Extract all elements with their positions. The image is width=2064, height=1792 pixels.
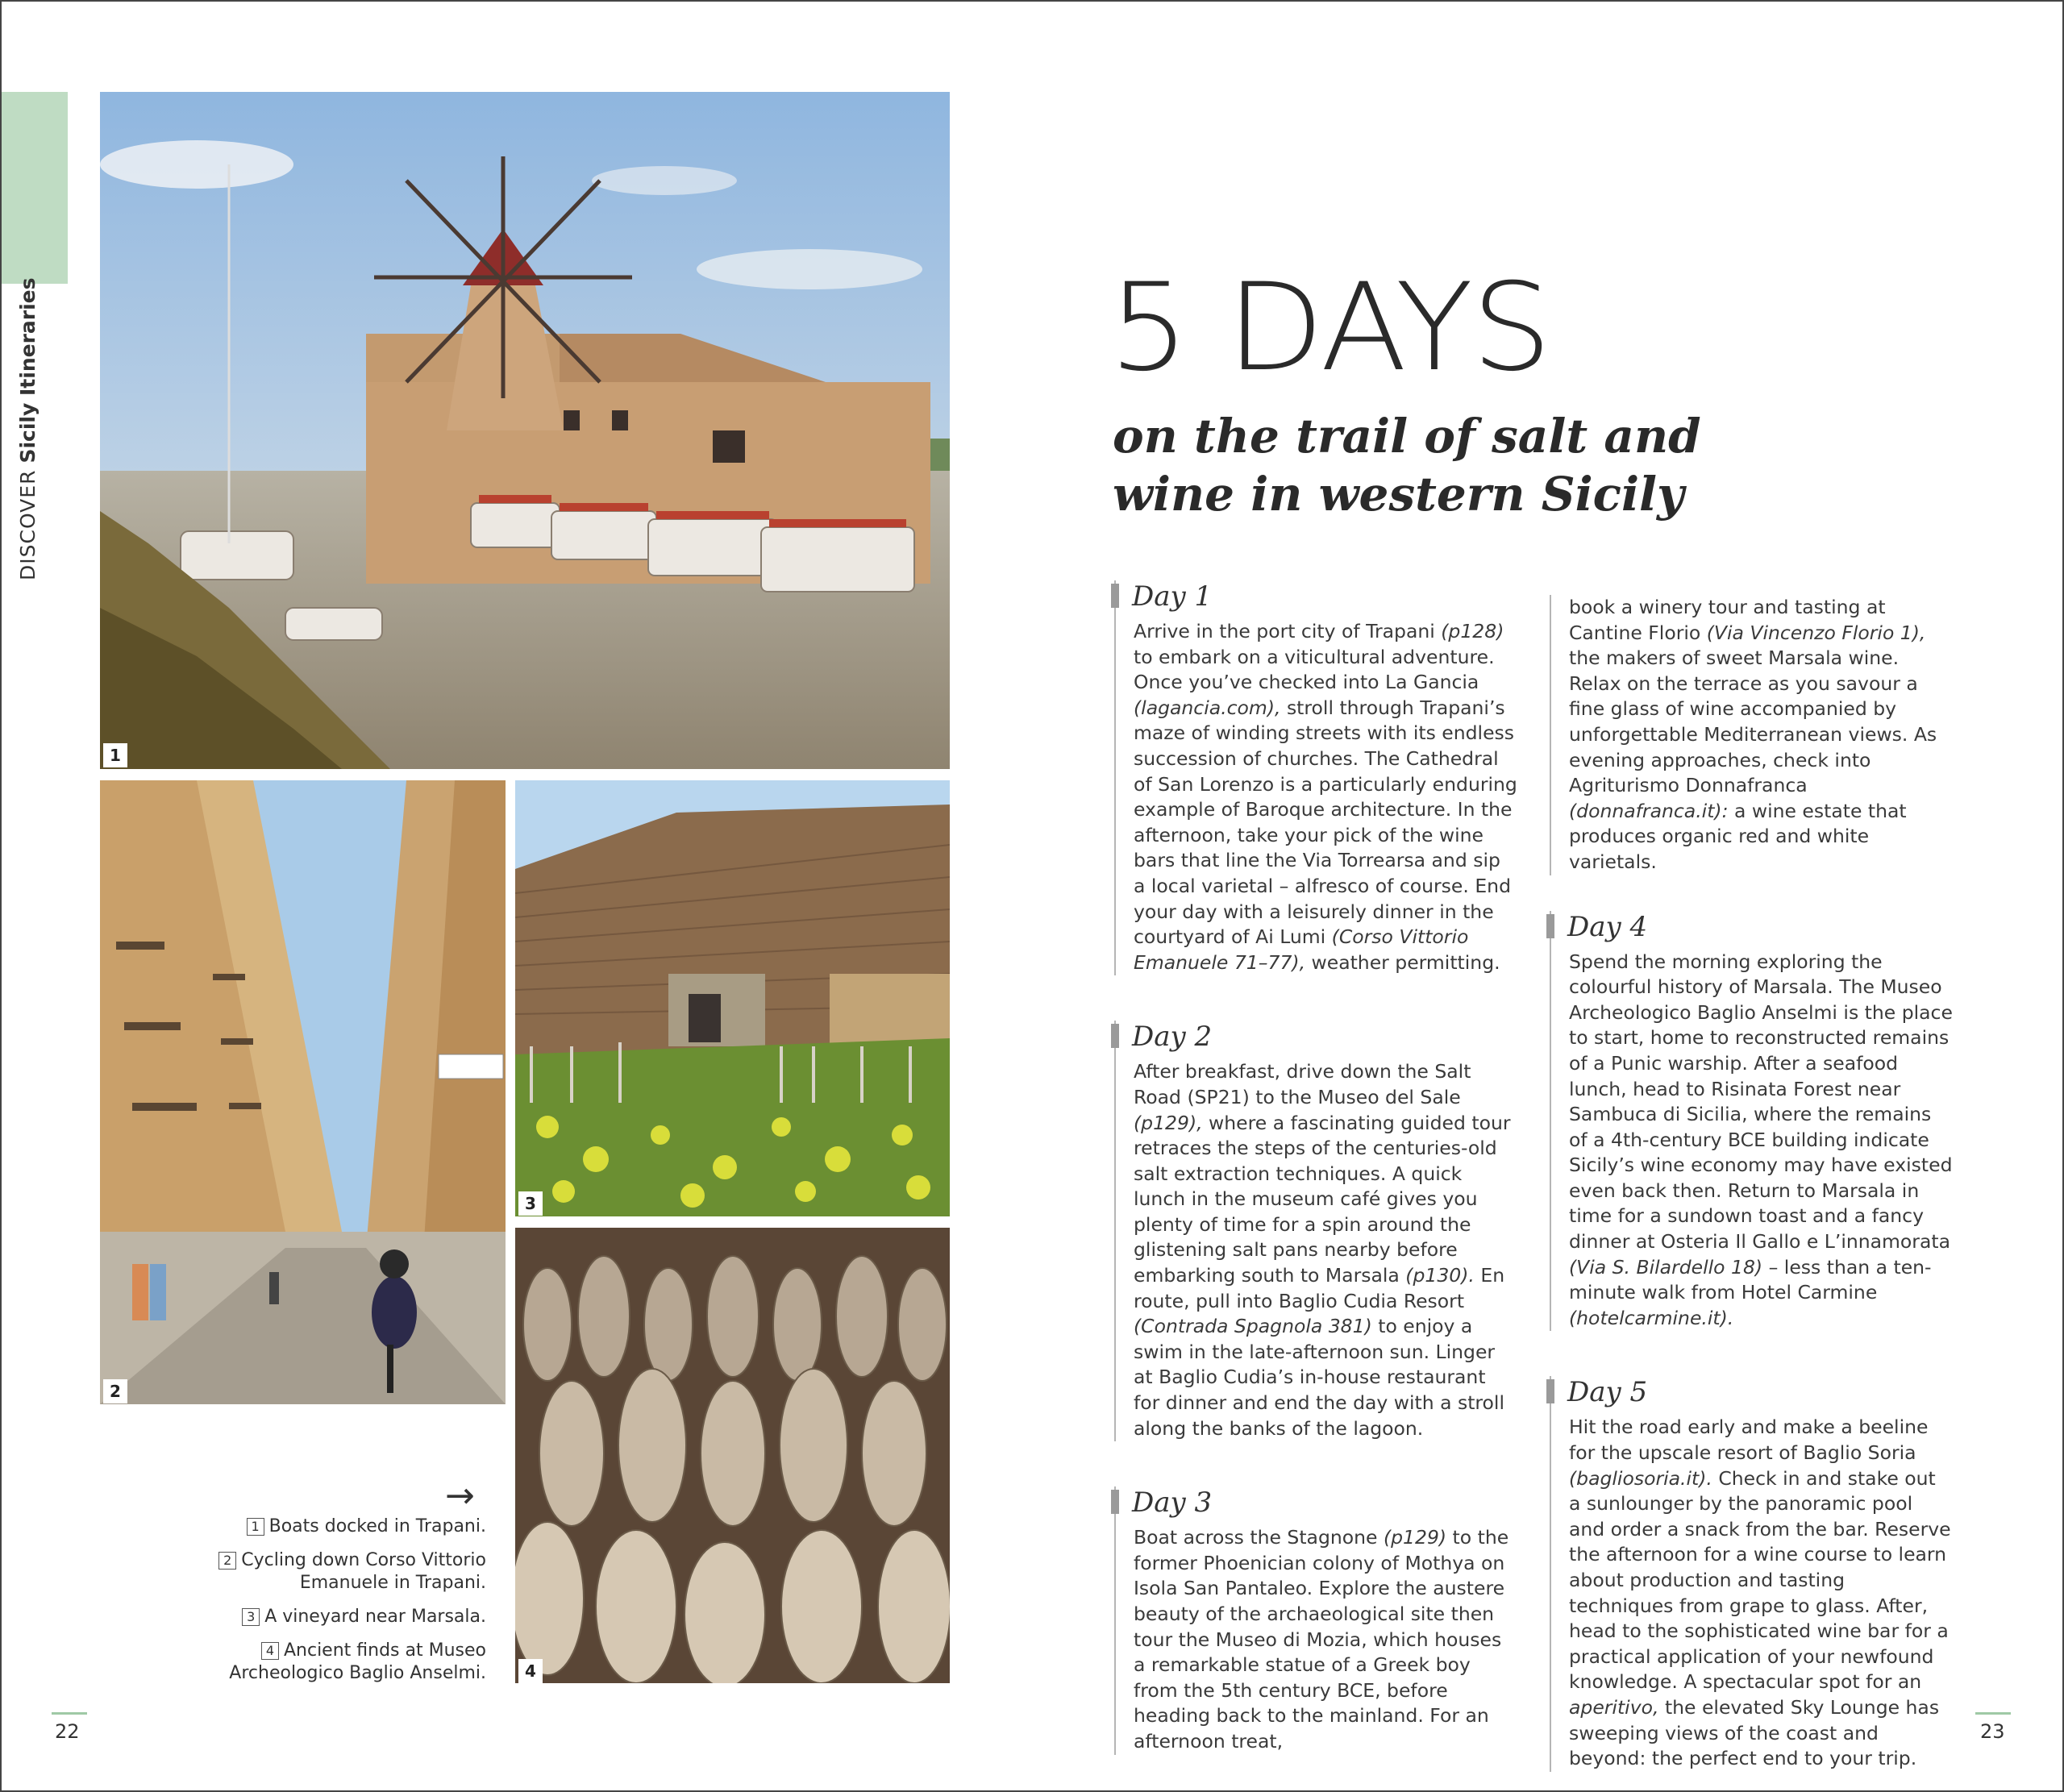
page-number-right: 23 xyxy=(1980,1720,2005,1743)
section-label xyxy=(16,277,40,580)
caption-2 xyxy=(202,1549,486,1595)
day-1 xyxy=(1114,580,1517,975)
day-text: Boat across the Stagnone (p129) to the former Phoenician colony of Mothya on Isola San Pantaleo. Explore the austere beauty of the archaeological site then tour the Museo di Mozia, which houses a remarkable statue of a Greek boy from the 5th century BCE, before heading back to the mainland. For an afternoon treat, xyxy=(1134,1526,1509,1753)
photo-street-trapani xyxy=(100,780,506,1404)
photo-number-4: 4 xyxy=(518,1659,543,1683)
day-3-continued xyxy=(1550,595,1953,875)
caption-1 xyxy=(202,1516,486,1538)
section-tab xyxy=(2,92,68,284)
day-5 xyxy=(1550,1376,1953,1771)
day-heading: Day 5 xyxy=(1567,1376,1648,1409)
day-marker xyxy=(1546,1379,1554,1403)
section-name: Sicily Itineraries xyxy=(16,277,40,464)
day-text: Hit the road early and make a beeline for the upscale resort of Baglio Soria (bagliosoria.it). Check in and stake out a sunlounger by the panoramic pool and order a snack from the bar. Reserve the afternoon for a wine course to learn about production and tasting techniques from grape to glass. After, head to the sophisticated wine bar for a practical application of your newfound knowledge. A spectacular spot for an aperitivo, the elevated Sky Lounge has sweeping views of the coast and beyond: the perfect end to your trip. xyxy=(1569,1416,1951,1770)
caption-text: A vineyard near Marsala. xyxy=(264,1607,486,1627)
caption-number: 2 xyxy=(218,1552,236,1570)
caption-3 xyxy=(202,1606,486,1628)
caption-4 xyxy=(202,1640,486,1685)
day-marker xyxy=(1546,914,1554,938)
day-text: Arrive in the port city of Trapani (p128) to embark on a viticultural adventure. Once you’ve checked into La Gancia (lagancia.com), stroll through Trapani’s maze of winding streets with its endless succession of churches. The Cathedral of San Lorenzo is a particularly enduring example of Baroque architecture. In the afternoon, take your pick of the wine bars that line the Via Torrearsa and sip a local varietal – alfresco of course. End your day with a leisurely dinner in the courtyard of Ai Lumi (Corso Vittorio Emanuele 71–77), weather permitting. xyxy=(1134,620,1517,974)
day-heading: Day 1 xyxy=(1132,580,1213,613)
day-text: book a winery tour and tasting at Cantine Florio (Via Vincenzo Florio 1), the makers of sweet Marsala wine. Relax on the terrace as you savour a fine glass of wine accompanied by unforgettable Mediterranean views. As evening approaches, check into Agriturismo Donnafranca (donnafranca.it): a wine estate that produces organic red and white varietals. xyxy=(1569,596,1937,873)
day-heading: Day 4 xyxy=(1567,910,1648,943)
page-subtitle: on the trail of salt and wine in western Sicily xyxy=(1113,409,1701,522)
caption-text: Cycling down Corso Vittorio Emanuele in Trapani. xyxy=(241,1550,486,1593)
page-number-left: 22 xyxy=(55,1720,80,1743)
photo-number-2: 2 xyxy=(103,1379,127,1403)
text-column-left xyxy=(1114,580,1517,1755)
text-column-right xyxy=(1550,595,1953,1772)
day-marker xyxy=(1111,1490,1119,1514)
caption-text: Ancient finds at Museo Archeologico Baglio Anselmi. xyxy=(229,1640,486,1683)
caption-text: Boats docked in Trapani. xyxy=(268,1516,486,1536)
caption-number: 3 xyxy=(242,1608,260,1626)
page-title: 5 DAYS xyxy=(1109,258,1550,398)
day-text: After breakfast, drive down the Salt Road (SP21) to the Museo del Sale (p129), where a fascinating guided tour retraces the steps of the centuries-old salt extraction techniques. A quick lunch in the museum café gives you plenty of time for a spin around the glistening salt pans nearby before embarking south to Marsala (p130). En route, pull into Baglio Cudia Resort (Contrada Spagnola 381) to enjoy a swim in the late-afternoon sun. Linger at Baglio Cudia’s in-house restaurant for dinner and end the day with a stroll along the banks of the lagoon. xyxy=(1134,1060,1511,1440)
photo-vineyard-marsala xyxy=(515,780,950,1216)
day-text: Spend the morning exploring the colourful history of Marsala. The Museo Archeologico Baglio Anselmi is the place to start, home to reconstructed remains of a Punic warship. After a seafood lunch, head to Risinata Forest near Sambuca di Sicilia, where the remains of a 4th-century BCE building indicate Sicily’s wine economy may have existed even back then. Return to Marsala in time for a sundown toast and a fancy dinner at Osteria Il Gallo e L’innamorata (Via S. Bilardello 18) – less than a ten-minute walk from Hotel Carmine (hotelcarmine.it). xyxy=(1569,950,1953,1329)
photo-windmill-trapani xyxy=(100,92,950,769)
photo-amphorae-museum xyxy=(515,1228,950,1683)
section-prefix: DISCOVER xyxy=(16,469,40,580)
arrow-right-icon: → xyxy=(445,1475,475,1516)
day-marker xyxy=(1111,1024,1119,1048)
day-4 xyxy=(1550,911,1953,1332)
photo-number-3: 3 xyxy=(518,1191,543,1216)
photo-number-1: 1 xyxy=(103,743,127,767)
day-3 xyxy=(1114,1486,1517,1754)
day-heading: Day 2 xyxy=(1132,1021,1213,1054)
photo-captions xyxy=(202,1516,486,1696)
day-2 xyxy=(1114,1021,1517,1441)
caption-number: 4 xyxy=(261,1642,279,1660)
day-heading: Day 3 xyxy=(1132,1486,1213,1520)
page-bar-left xyxy=(52,1712,87,1715)
day-marker xyxy=(1111,584,1119,608)
page-bar-right xyxy=(1975,1712,2011,1715)
caption-number: 1 xyxy=(247,1518,264,1536)
